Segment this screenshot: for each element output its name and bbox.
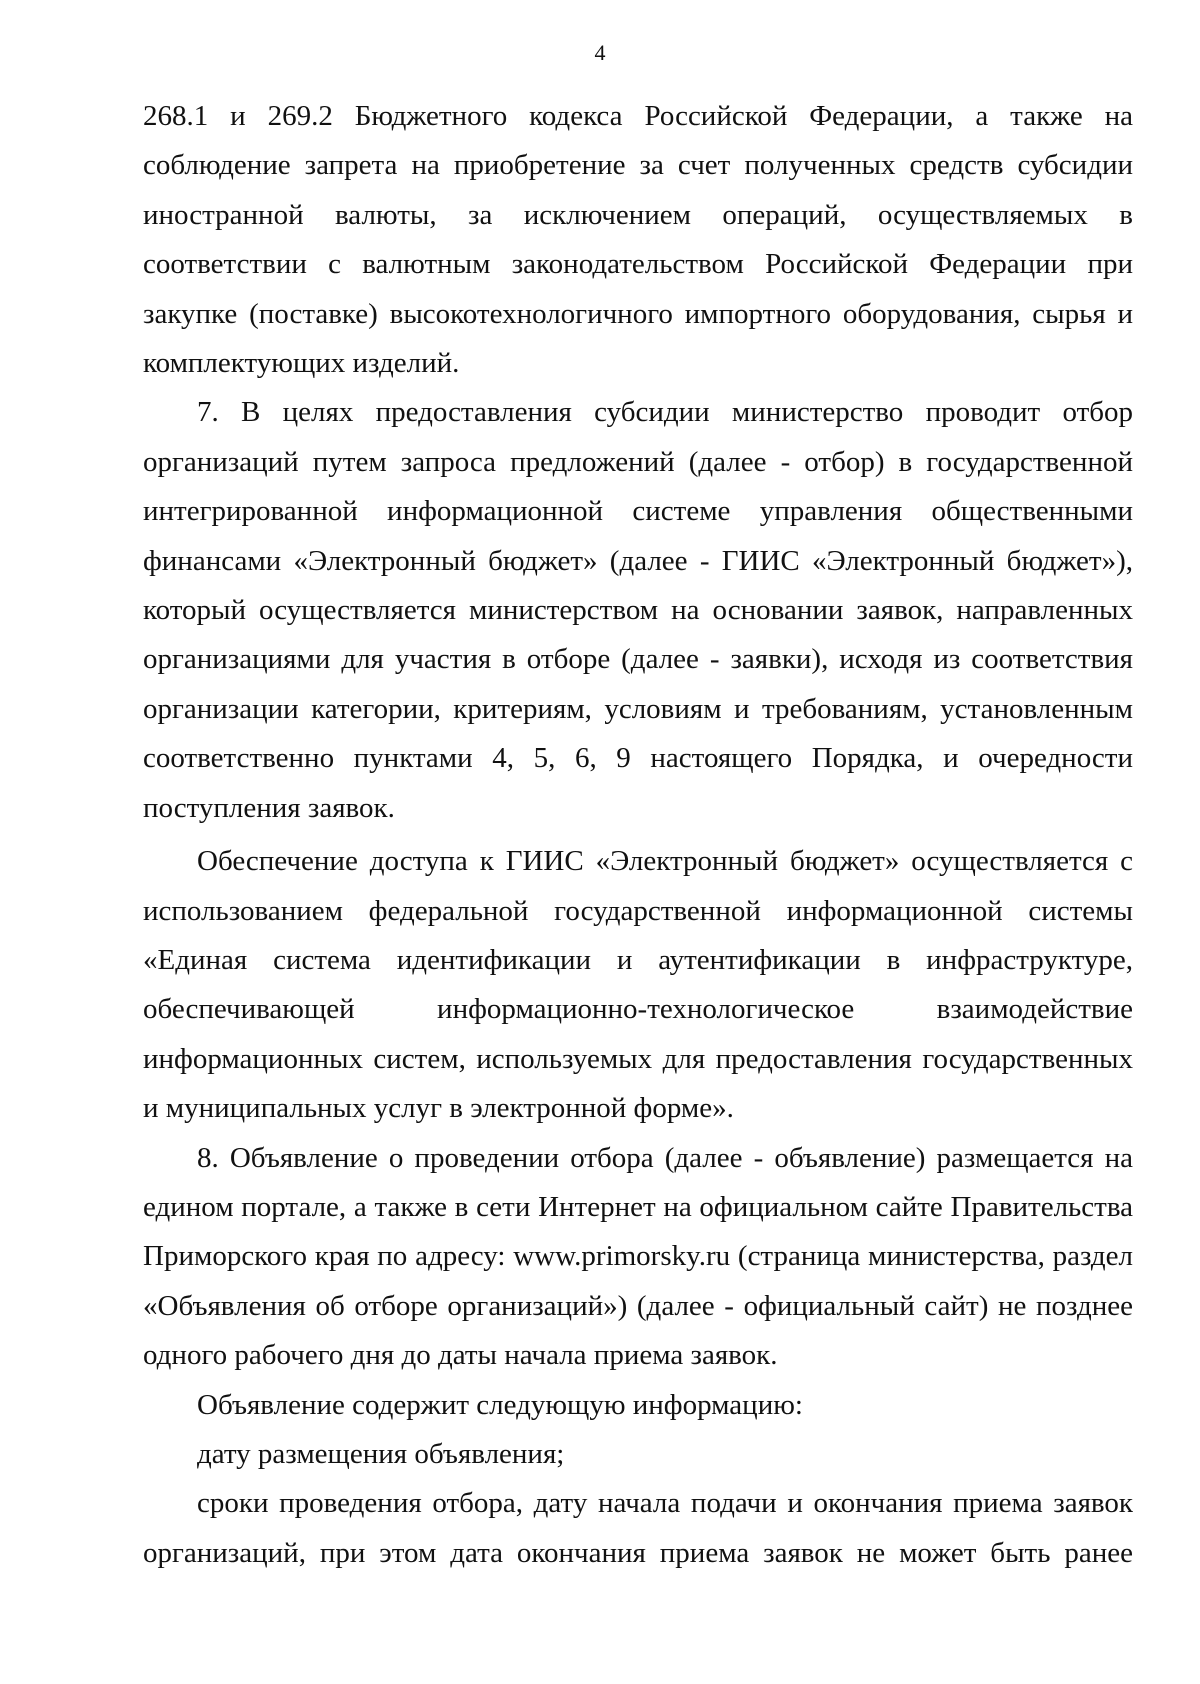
paragraph-budget-code-continuation: 268.1 и 269.2 Бюджетного кодекса Российской Федерации, а также на соблюдение запрета на приобретение за счет полученных средств субсидии иностранной валюты, за исключением операций, осуществляемых в соответствии с валютным законодательством Российской Федерации при закупке (поставке) высокотехнологичного импортного оборудования, сырья и комплектующих изделий. (143, 100, 1133, 380)
page-number: 4 (594, 40, 606, 65)
paragraph-selection-terms: сроки проведения отбора, дату начала подачи и окончания приема заявок организаций, при этом дата окончания приема заявок не может быть ранее (143, 1487, 1133, 1569)
paragraph-posting-date: дату размещения объявления; (197, 1437, 565, 1470)
document-body (143, 92, 1133, 1578)
paragraph-giis-access: Обеспечение доступа к ГИИС «Электронный бюджет» осуществляется с использованием федеральной государственной информационной системы «Единая система идентификации и аутентификации в инфраструктуре, обеспечивающей информационно-технологическое взаимодействие информационных систем, используемых для предоставления государственных и муниципальных услуг в электронной форме». (143, 845, 1133, 1125)
paragraph-announcement-contents: Объявление содержит следующую информацию: (197, 1388, 803, 1421)
paragraph-item-8-announcement: 8. Объявление о проведении отбора (далее - объявление) размещается на едином портале, а также в сети Интернет на официальном сайте Правительства Приморского края по адресу: www.primorsky.ru (страница министерства, раздел «Объявления об отборе организаций») (далее - официальный сайт) не позднее одного рабочего дня до даты начала приема заявок. (143, 1141, 1133, 1372)
paragraph-item-7-selection: 7. В целях предоставления субсидии министерство проводит отбор организаций путем запроса предложений (далее - отбор) в государственной интегрированной информационной системе управления общественными финансами «Электронный бюджет» (далее - ГИИС «Электронный бюджет»), который осуществляется министерством на основании заявок, направленных организациями для участия в отборе (далее - заявки), исходя из соответствия организации категории, критериям, условиям и требованиям, установленным соответственно пунктами 4, 5, 6, 9 настоящего Порядка, и очередности поступления заявок. (143, 396, 1133, 824)
